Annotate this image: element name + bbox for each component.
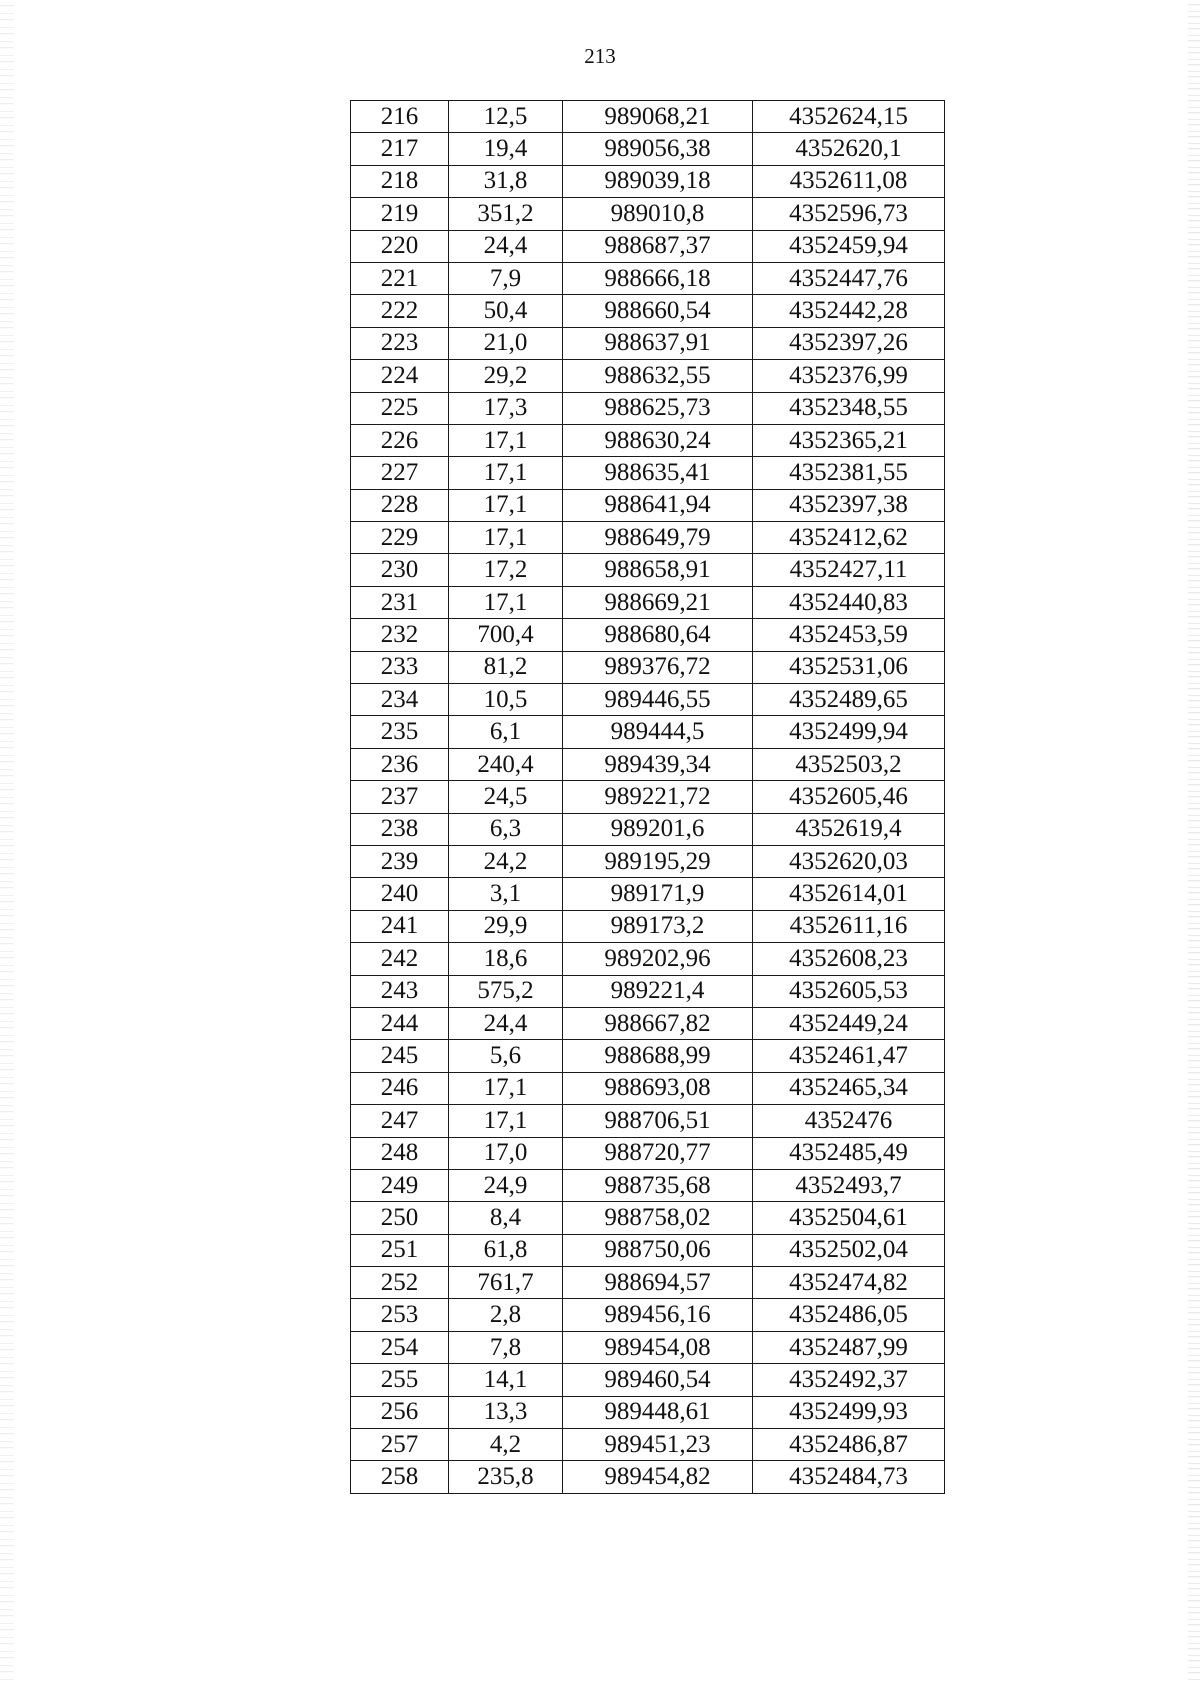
y-coordinate-cell: 4352499,93 (753, 1396, 945, 1428)
distance-cell: 31,8 (449, 165, 563, 197)
y-coordinate-cell: 4352492,37 (753, 1364, 945, 1396)
y-coordinate-cell: 4352503,2 (753, 748, 945, 780)
y-coordinate-cell: 4352459,94 (753, 230, 945, 262)
x-coordinate-cell: 988649,79 (563, 522, 753, 554)
table-row (351, 1429, 945, 1461)
y-coordinate-cell: 4352440,83 (753, 586, 945, 618)
distance-cell: 17,1 (449, 489, 563, 521)
point-number-cell: 240 (351, 878, 449, 910)
distance-cell: 6,1 (449, 716, 563, 748)
table-row (351, 1299, 945, 1331)
point-number-cell: 252 (351, 1267, 449, 1299)
distance-cell: 24,4 (449, 230, 563, 262)
x-coordinate-cell: 988641,94 (563, 489, 753, 521)
y-coordinate-cell: 4352447,76 (753, 262, 945, 294)
table-row (351, 845, 945, 877)
y-coordinate-cell: 4352620,1 (753, 133, 945, 165)
x-coordinate-cell: 988735,68 (563, 1169, 753, 1201)
point-number-cell: 255 (351, 1364, 449, 1396)
distance-cell: 3,1 (449, 878, 563, 910)
point-number-cell: 246 (351, 1072, 449, 1104)
y-coordinate-cell: 4352486,87 (753, 1429, 945, 1461)
point-number-cell: 257 (351, 1429, 449, 1461)
y-coordinate-cell: 4352608,23 (753, 943, 945, 975)
table-row (351, 230, 945, 262)
y-coordinate-cell: 4352611,08 (753, 165, 945, 197)
y-coordinate-cell: 4352476 (753, 1105, 945, 1137)
scan-edge-right (1188, 0, 1200, 1682)
table-row (351, 910, 945, 942)
distance-cell: 7,9 (449, 262, 563, 294)
x-coordinate-cell: 988720,77 (563, 1137, 753, 1169)
x-coordinate-cell: 988687,37 (563, 230, 753, 262)
distance-cell: 24,4 (449, 1007, 563, 1039)
table-row (351, 295, 945, 327)
y-coordinate-cell: 4352453,59 (753, 619, 945, 651)
y-coordinate-cell: 4352484,73 (753, 1461, 945, 1493)
point-number-cell: 216 (351, 101, 449, 133)
x-coordinate-cell: 989456,16 (563, 1299, 753, 1331)
distance-cell: 17,1 (449, 522, 563, 554)
y-coordinate-cell: 4352502,04 (753, 1234, 945, 1266)
x-coordinate-cell: 988669,21 (563, 586, 753, 618)
point-number-cell: 217 (351, 133, 449, 165)
table-row (351, 1072, 945, 1104)
x-coordinate-cell: 988758,02 (563, 1202, 753, 1234)
point-number-cell: 225 (351, 392, 449, 424)
table-row (351, 198, 945, 230)
table-row (351, 1040, 945, 1072)
x-coordinate-cell: 988680,64 (563, 619, 753, 651)
x-coordinate-cell: 988630,24 (563, 424, 753, 456)
x-coordinate-cell: 989171,9 (563, 878, 753, 910)
y-coordinate-cell: 4352486,05 (753, 1299, 945, 1331)
x-coordinate-cell: 989454,82 (563, 1461, 753, 1493)
distance-cell: 24,9 (449, 1169, 563, 1201)
point-number-cell: 235 (351, 716, 449, 748)
y-coordinate-cell: 4352474,82 (753, 1267, 945, 1299)
point-number-cell: 251 (351, 1234, 449, 1266)
table-row (351, 1137, 945, 1169)
point-number-cell: 253 (351, 1299, 449, 1331)
table-row (351, 975, 945, 1007)
x-coordinate-cell: 988706,51 (563, 1105, 753, 1137)
table-row (351, 101, 945, 133)
table-row (351, 457, 945, 489)
y-coordinate-cell: 4352442,28 (753, 295, 945, 327)
x-coordinate-cell: 989444,5 (563, 716, 753, 748)
point-number-cell: 218 (351, 165, 449, 197)
table-row (351, 716, 945, 748)
x-coordinate-cell: 989448,61 (563, 1396, 753, 1428)
y-coordinate-cell: 4352605,53 (753, 975, 945, 1007)
x-coordinate-cell: 989195,29 (563, 845, 753, 877)
table-row (351, 262, 945, 294)
distance-cell: 29,2 (449, 360, 563, 392)
x-coordinate-cell: 989173,2 (563, 910, 753, 942)
y-coordinate-cell: 4352381,55 (753, 457, 945, 489)
distance-cell: 17,1 (449, 586, 563, 618)
distance-cell: 17,1 (449, 457, 563, 489)
point-number-cell: 230 (351, 554, 449, 586)
point-number-cell: 220 (351, 230, 449, 262)
distance-cell: 351,2 (449, 198, 563, 230)
distance-cell: 700,4 (449, 619, 563, 651)
table-row (351, 1169, 945, 1201)
point-number-cell: 231 (351, 586, 449, 618)
distance-cell: 7,8 (449, 1331, 563, 1363)
distance-cell: 5,6 (449, 1040, 563, 1072)
x-coordinate-cell: 989454,08 (563, 1331, 753, 1363)
point-number-cell: 256 (351, 1396, 449, 1428)
distance-cell: 29,9 (449, 910, 563, 942)
distance-cell: 24,2 (449, 845, 563, 877)
x-coordinate-cell: 988693,08 (563, 1072, 753, 1104)
point-number-cell: 222 (351, 295, 449, 327)
distance-cell: 17,1 (449, 1105, 563, 1137)
y-coordinate-cell: 4352465,34 (753, 1072, 945, 1104)
point-number-cell: 243 (351, 975, 449, 1007)
distance-cell: 21,0 (449, 327, 563, 359)
y-coordinate-cell: 4352397,26 (753, 327, 945, 359)
distance-cell: 12,5 (449, 101, 563, 133)
point-number-cell: 224 (351, 360, 449, 392)
y-coordinate-cell: 4352611,16 (753, 910, 945, 942)
page-number: 213 (584, 44, 616, 68)
point-number-cell: 249 (351, 1169, 449, 1201)
table-row (351, 586, 945, 618)
distance-cell: 13,3 (449, 1396, 563, 1428)
distance-cell: 18,6 (449, 943, 563, 975)
table-row (351, 360, 945, 392)
y-coordinate-cell: 4352461,47 (753, 1040, 945, 1072)
y-coordinate-cell: 4352449,24 (753, 1007, 945, 1039)
coordinates-table (350, 100, 945, 1494)
table-row (351, 1267, 945, 1299)
distance-cell: 17,0 (449, 1137, 563, 1169)
point-number-cell: 244 (351, 1007, 449, 1039)
x-coordinate-cell: 988658,91 (563, 554, 753, 586)
x-coordinate-cell: 988694,57 (563, 1267, 753, 1299)
y-coordinate-cell: 4352427,11 (753, 554, 945, 586)
y-coordinate-cell: 4352348,55 (753, 392, 945, 424)
x-coordinate-cell: 989446,55 (563, 684, 753, 716)
point-number-cell: 232 (351, 619, 449, 651)
y-coordinate-cell: 4352485,49 (753, 1137, 945, 1169)
x-coordinate-cell: 989439,34 (563, 748, 753, 780)
distance-cell: 17,1 (449, 1072, 563, 1104)
y-coordinate-cell: 4352376,99 (753, 360, 945, 392)
point-number-cell: 247 (351, 1105, 449, 1137)
x-coordinate-cell: 989056,38 (563, 133, 753, 165)
x-coordinate-cell: 988688,99 (563, 1040, 753, 1072)
table-row (351, 165, 945, 197)
table-row (351, 1105, 945, 1137)
x-coordinate-cell: 989202,96 (563, 943, 753, 975)
distance-cell: 17,1 (449, 424, 563, 456)
table-row (351, 554, 945, 586)
point-number-cell: 228 (351, 489, 449, 521)
table-row (351, 943, 945, 975)
distance-cell: 61,8 (449, 1234, 563, 1266)
distance-cell: 761,7 (449, 1267, 563, 1299)
y-coordinate-cell: 4352596,73 (753, 198, 945, 230)
table-row (351, 133, 945, 165)
point-number-cell: 227 (351, 457, 449, 489)
y-coordinate-cell: 4352499,94 (753, 716, 945, 748)
table-row (351, 522, 945, 554)
x-coordinate-cell: 988637,91 (563, 327, 753, 359)
point-number-cell: 238 (351, 813, 449, 845)
distance-cell: 4,2 (449, 1429, 563, 1461)
point-number-cell: 239 (351, 845, 449, 877)
distance-cell: 6,3 (449, 813, 563, 845)
y-coordinate-cell: 4352619,4 (753, 813, 945, 845)
y-coordinate-cell: 4352489,65 (753, 684, 945, 716)
point-number-cell: 219 (351, 198, 449, 230)
distance-cell: 14,1 (449, 1364, 563, 1396)
table-row (351, 327, 945, 359)
table-row (351, 1364, 945, 1396)
table-row (351, 424, 945, 456)
y-coordinate-cell: 4352605,46 (753, 781, 945, 813)
x-coordinate-cell: 989010,8 (563, 198, 753, 230)
table-row (351, 392, 945, 424)
point-number-cell: 242 (351, 943, 449, 975)
y-coordinate-cell: 4352487,99 (753, 1331, 945, 1363)
point-number-cell: 241 (351, 910, 449, 942)
y-coordinate-cell: 4352493,7 (753, 1169, 945, 1201)
x-coordinate-cell: 989221,4 (563, 975, 753, 1007)
table-row (351, 1007, 945, 1039)
point-number-cell: 245 (351, 1040, 449, 1072)
point-number-cell: 229 (351, 522, 449, 554)
x-coordinate-cell: 989451,23 (563, 1429, 753, 1461)
table-row (351, 781, 945, 813)
table-row (351, 748, 945, 780)
x-coordinate-cell: 988635,41 (563, 457, 753, 489)
point-number-cell: 226 (351, 424, 449, 456)
coordinates-table-body (351, 101, 945, 1494)
distance-cell: 240,4 (449, 748, 563, 780)
distance-cell: 24,5 (449, 781, 563, 813)
table-row (351, 651, 945, 683)
y-coordinate-cell: 4352365,21 (753, 424, 945, 456)
distance-cell: 575,2 (449, 975, 563, 1007)
point-number-cell: 236 (351, 748, 449, 780)
x-coordinate-cell: 988667,82 (563, 1007, 753, 1039)
x-coordinate-cell: 989221,72 (563, 781, 753, 813)
point-number-cell: 254 (351, 1331, 449, 1363)
y-coordinate-cell: 4352504,61 (753, 1202, 945, 1234)
distance-cell: 2,8 (449, 1299, 563, 1331)
distance-cell: 17,3 (449, 392, 563, 424)
distance-cell: 235,8 (449, 1461, 563, 1493)
distance-cell: 8,4 (449, 1202, 563, 1234)
table-row (351, 878, 945, 910)
x-coordinate-cell: 989201,6 (563, 813, 753, 845)
table-row (351, 489, 945, 521)
distance-cell: 50,4 (449, 295, 563, 327)
distance-cell: 81,2 (449, 651, 563, 683)
x-coordinate-cell: 989460,54 (563, 1364, 753, 1396)
point-number-cell: 221 (351, 262, 449, 294)
table-row (351, 1331, 945, 1363)
table-row (351, 813, 945, 845)
y-coordinate-cell: 4352531,06 (753, 651, 945, 683)
y-coordinate-cell: 4352397,38 (753, 489, 945, 521)
x-coordinate-cell: 988632,55 (563, 360, 753, 392)
x-coordinate-cell: 989068,21 (563, 101, 753, 133)
scan-edge-left (0, 0, 14, 1682)
point-number-cell: 250 (351, 1202, 449, 1234)
point-number-cell: 237 (351, 781, 449, 813)
distance-cell: 10,5 (449, 684, 563, 716)
table-row (351, 1202, 945, 1234)
y-coordinate-cell: 4352412,62 (753, 522, 945, 554)
table-row (351, 1234, 945, 1266)
y-coordinate-cell: 4352620,03 (753, 845, 945, 877)
x-coordinate-cell: 988625,73 (563, 392, 753, 424)
y-coordinate-cell: 4352624,15 (753, 101, 945, 133)
table-row (351, 619, 945, 651)
point-number-cell: 233 (351, 651, 449, 683)
y-coordinate-cell: 4352614,01 (753, 878, 945, 910)
point-number-cell: 258 (351, 1461, 449, 1493)
point-number-cell: 234 (351, 684, 449, 716)
table-row (351, 1396, 945, 1428)
x-coordinate-cell: 989376,72 (563, 651, 753, 683)
distance-cell: 19,4 (449, 133, 563, 165)
table-row (351, 1461, 945, 1493)
distance-cell: 17,2 (449, 554, 563, 586)
x-coordinate-cell: 988666,18 (563, 262, 753, 294)
point-number-cell: 248 (351, 1137, 449, 1169)
x-coordinate-cell: 989039,18 (563, 165, 753, 197)
x-coordinate-cell: 988660,54 (563, 295, 753, 327)
point-number-cell: 223 (351, 327, 449, 359)
x-coordinate-cell: 988750,06 (563, 1234, 753, 1266)
table-row (351, 684, 945, 716)
